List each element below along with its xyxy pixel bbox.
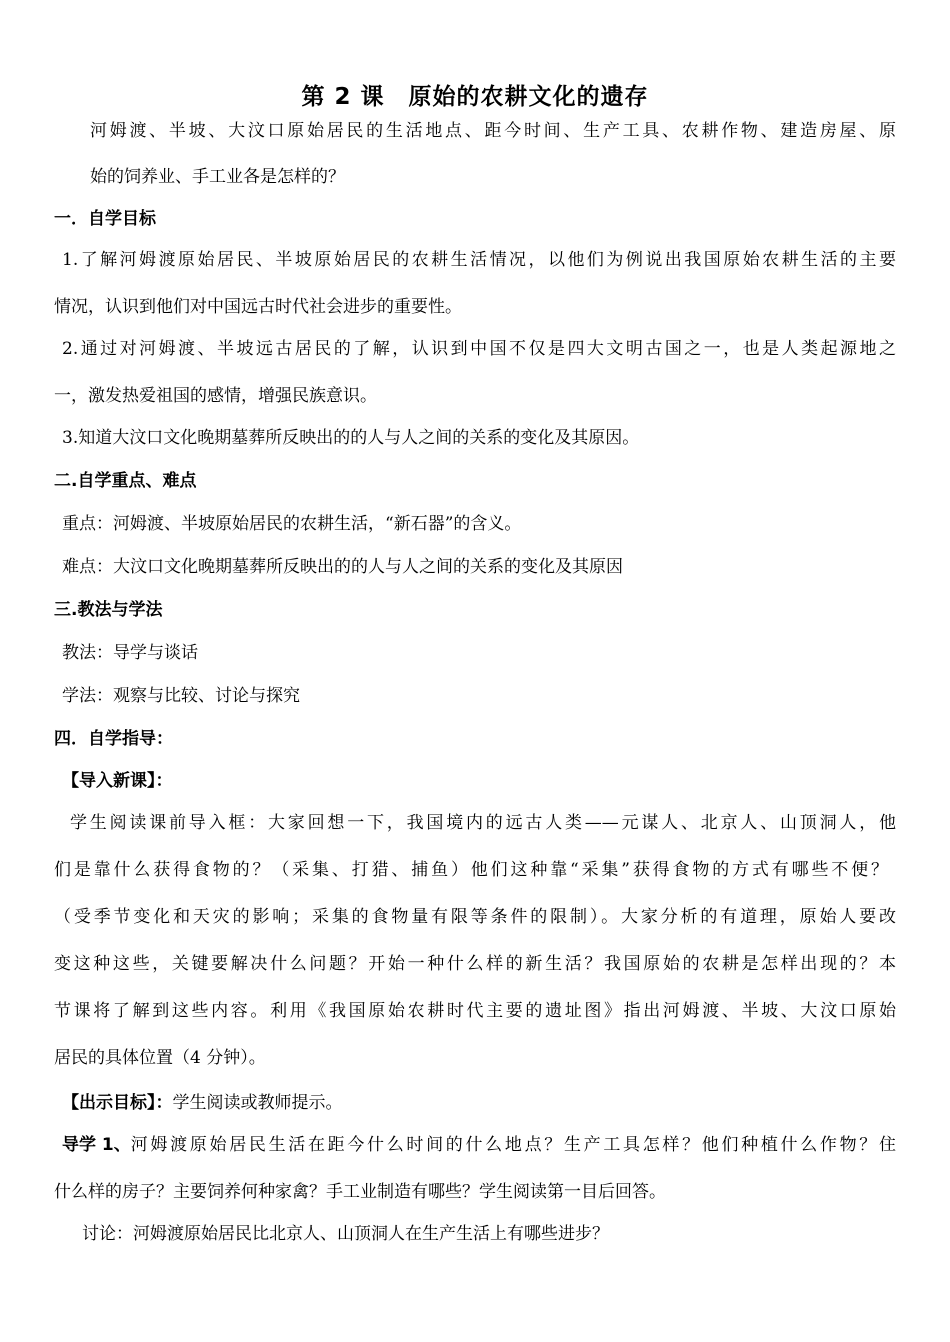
lesson-title: 第 2 课 原始的农耕文化的遗存 xyxy=(301,84,649,110)
section-1-heading: 一．自学目标 xyxy=(54,209,156,229)
show-goals-label: 【出示目标】： xyxy=(62,1093,173,1113)
intro-lesson-label: 【导入新课】： xyxy=(62,771,173,791)
section-3-heading: 三.教法与学法 xyxy=(54,600,163,620)
difficult-point: 难点：大汶口文化晚期墓葬所反映出的的人与人之间的关系的变化及其原因 xyxy=(62,557,623,577)
section-4-heading: 四．自学指导： xyxy=(54,729,173,749)
guide-1-line-2: 什么样的房子？主要饲养何种家禽？手工业制造有哪些？学生阅读第一目后回答。 xyxy=(54,1182,666,1202)
teaching-method: 教法：导学与谈话 xyxy=(62,643,198,663)
goal-2-line-1: 2.通过对河姆渡、半坡远古居民的了解，认识到中国不仅是四大文明古国之一，也是人类起源地之 xyxy=(62,339,896,359)
key-point: 重点：河姆渡、半坡原始居民的农耕生活，“新石器”的含义。 xyxy=(62,514,522,534)
show-goals-line xyxy=(62,1088,343,1113)
goal-1-line-2: 情况，认识到他们对中国远古时代社会进步的重要性。 xyxy=(54,297,462,317)
guide-1-text: 河姆渡原始居民生活在距今什么时间的什么地点？生产工具怎样？他们种植什么作物？住 xyxy=(130,1135,896,1155)
show-goals-text: 学生阅读或教师提示。 xyxy=(172,1093,343,1113)
discussion: 讨论：河姆渡原始居民比北京人、山顶洞人在生产生活上有哪些进步？ xyxy=(82,1224,609,1244)
intro-paragraph-line-4: 变这种这些，关键要解决什么问题？开始一种什么样的新生活？我国原始的农耕是怎样出现的？本 xyxy=(54,954,896,974)
intro-paragraph-line-2: 们是靠什么获得食物的？（采集、打猎、捕鱼）他们这种靠“采集”获得食物的方式有哪些不便？ xyxy=(54,860,888,880)
learning-method: 学法：观察与比较、讨论与探究 xyxy=(62,686,300,706)
intro-paragraph-line-5: 节课将了解到这些内容。利用《我国原始农耕时代主要的遗址图》指出河姆渡、半坡、大汶口原始 xyxy=(54,1001,896,1021)
intro-paragraph-line-6: 居民的具体位置（4 分钟）。 xyxy=(54,1048,266,1068)
goal-1-line-1: 1.了解河姆渡原始居民、半坡原始居民的农耕生活情况，以他们为例说出我国原始农耕生活的主要 xyxy=(62,250,896,270)
guide-1-line-1 xyxy=(62,1130,896,1155)
intro-paragraph-line-3: （受季节变化和天灾的影响；采集的食物量有限等条件的限制）。大家分析的有道理，原始人要改 xyxy=(54,907,896,927)
goal-2-line-2: 一，激发热爱祖国的感情，增强民族意识。 xyxy=(54,386,377,406)
guide-1-label: 导学 1、 xyxy=(62,1135,131,1155)
intro-paragraph-line-1: 学生阅读课前导入框：大家回想一下，我国境内的远古人类——元谋人、北京人、山顶洞人，他 xyxy=(70,813,896,833)
intro-line-2: 始的饲养业、手工业各是怎样的？ xyxy=(90,167,345,187)
goal-3: 3.知道大汶口文化晚期墓葬所反映出的的人与人之间的关系的变化及其原因。 xyxy=(62,428,640,448)
section-2-heading: 二.自学重点、难点 xyxy=(54,471,197,491)
intro-line-1: 河姆渡、半坡、大汶口原始居民的生活地点、距今时间、生产工具、农耕作物、建造房屋、原 xyxy=(90,121,896,141)
